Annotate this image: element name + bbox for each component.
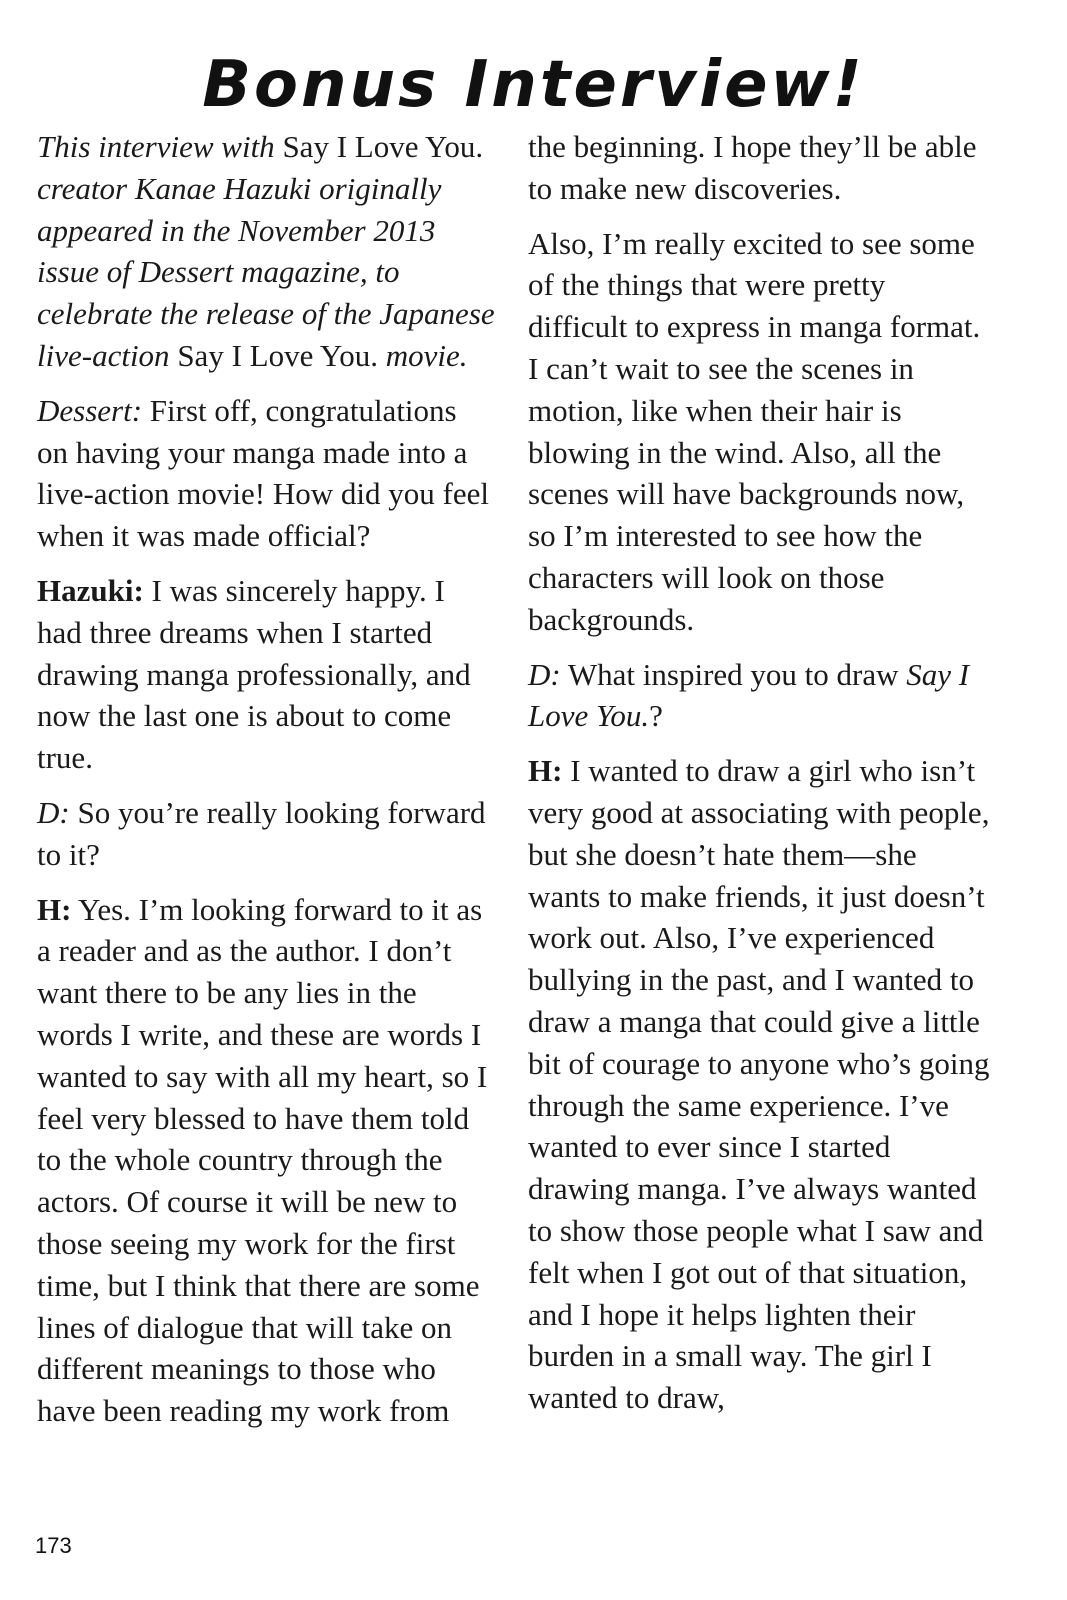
left-text-column: [37, 126, 495, 1445]
answer-2-text: Yes. I’m looking forward to it as a reader and as the author. I don’t want there to be any lies in the words I write, and these are words I wanted to say with all my heart, so I feel very blessed to have them told to the whole country through the actors. Of course it will be new to those seeing my work for the first time, but I think that there are some lines of dialogue that will take on different meanings to those who have been reading my work from: [37, 891, 488, 1429]
intro-text-2: creator Kanae Hazuki originally appeared in the November 2013 issue of Dessert magazine, to celebrate the release of the Japanese live-action: [37, 170, 495, 373]
question-2-text: So you’re really looking forward to it?: [37, 794, 486, 872]
page-title: Bonus Interview!: [202, 48, 865, 122]
answer-1-text: I was sincerely happy. I had three dreams when I started drawing manga professionally, and now the last one is about to come true.: [37, 572, 471, 776]
right-text-column: [528, 126, 990, 1432]
answer-2: [37, 889, 495, 1432]
intro-paragraph: [37, 126, 495, 377]
intro-text-3: movie.: [377, 337, 468, 373]
page-number: 173: [35, 1533, 72, 1558]
speaker-h: H:: [528, 753, 563, 789]
speaker-d: D:: [528, 656, 561, 692]
answer-2-more: Also, I’m really excited to see some of the things that were pretty difficult to express in manga format. I can’t wait to see the scenes in motion, like when their hair is blowing in the wind. Also, all the scenes will have backgrounds now, so I’m interested to see how the characters will look on those backgrounds.: [528, 225, 981, 637]
question-1-text: First off, congratulations on having your manga made into a live-action movie! How did you feel when it was made official?: [37, 392, 489, 554]
question-3-text: What inspired you to draw: [560, 656, 907, 692]
question-1: [37, 390, 495, 557]
speaker-h: H:: [37, 891, 72, 927]
answer-3-text: I wanted to draw a girl who isn’t very good at associating with people, but she doesn’t hate them—she wants to make friends, it just doesn’t work out. Also, I’ve experienced bullying in the past, and I wanted to draw a manga that could give a little bit of courage to anyone who’s going through the same experience. I’ve wanted to ever since I started drawing manga. I’ve always wanted to show those people what I saw and felt when I got out of that situation, and I hope it helps lighten their burden in a small way. The girl I wanted to draw,: [528, 753, 990, 1416]
speaker-d: D:: [37, 794, 70, 830]
speaker-hazuki: Hazuki:: [37, 572, 144, 608]
intro-text-1: This interview with: [37, 129, 283, 164]
question-3: [528, 654, 990, 738]
question-3-title: Say I Love You.: [528, 656, 970, 734]
question-3-end: ?: [649, 698, 663, 734]
answer-3: [528, 750, 990, 1419]
answer-2-continued: the beginning. I hope they’ll be able to make new discoveries.: [528, 129, 977, 206]
question-2: [37, 792, 495, 876]
intro-title-2: Say I Love You.: [177, 337, 378, 373]
speaker-dessert: Dessert:: [37, 392, 143, 428]
intro-title-1: Say I Love You.: [282, 129, 484, 164]
answer-1: [37, 570, 495, 779]
